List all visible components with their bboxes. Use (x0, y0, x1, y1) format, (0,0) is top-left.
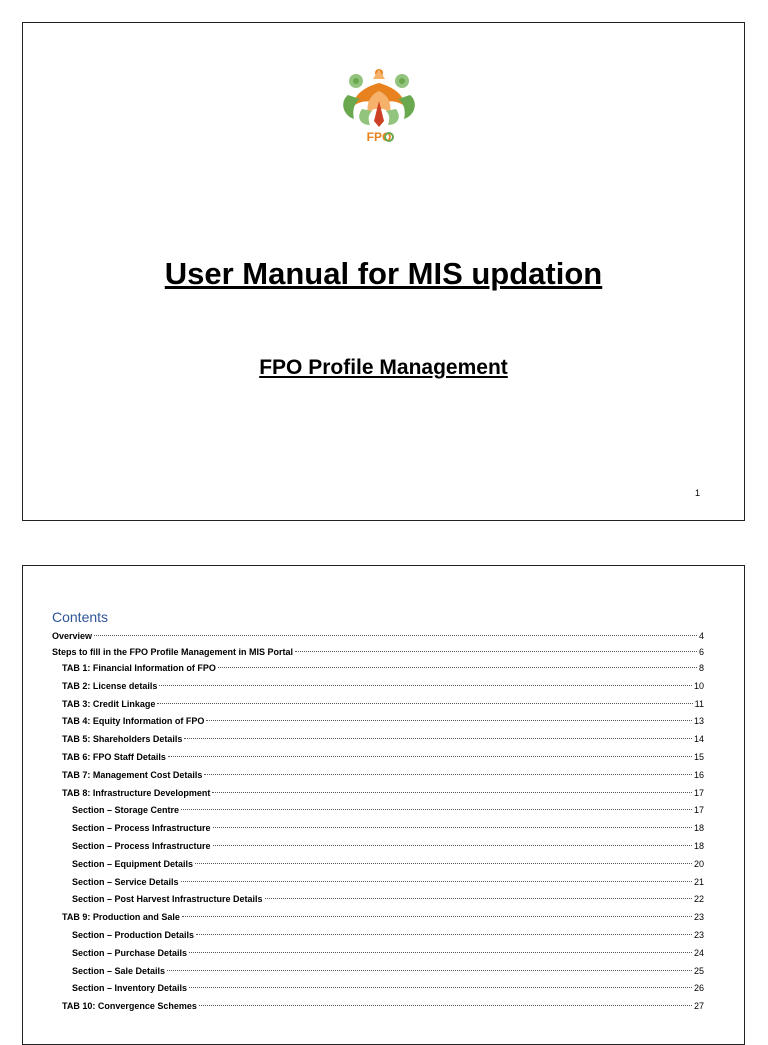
toc-leader-dots (167, 970, 692, 971)
toc-leader-dots (204, 774, 692, 775)
toc-leader-dots (196, 934, 692, 935)
toc-entry[interactable] (52, 644, 704, 660)
toc-leader-dots (157, 703, 692, 704)
logo-text: FPO (366, 130, 392, 144)
toc-entry[interactable] (52, 678, 704, 696)
toc-entry[interactable] (52, 767, 704, 785)
toc-leader-dots (212, 792, 692, 793)
toc-entry-page[interactable]: 14 (693, 734, 704, 745)
toc-entry-page[interactable]: 26 (693, 983, 704, 994)
toc-entry-label[interactable]: Section – Storage Centre (72, 805, 180, 816)
toc-entry-label[interactable]: TAB 9: Production and Sale (62, 912, 180, 923)
toc-entry-page[interactable]: 21 (693, 876, 704, 887)
toc-entry-label[interactable]: Section – Purchase Details (72, 947, 188, 958)
cover-page (22, 22, 745, 521)
toc-entry-page[interactable]: 18 (693, 840, 704, 851)
toc-leader-dots (218, 667, 697, 668)
toc-entry-label[interactable]: Section – Production Details (72, 929, 195, 940)
table-of-contents (52, 628, 704, 1016)
toc-entry-label[interactable]: TAB 8: Infrastructure Development (62, 787, 211, 798)
toc-entry[interactable] (52, 963, 704, 981)
toc-entry-label[interactable]: Overview (52, 631, 93, 641)
document-subtitle: FPO Profile Management (259, 356, 508, 379)
toc-leader-dots (295, 651, 697, 652)
toc-entry-label[interactable]: TAB 4: Equity Information of FPO (62, 716, 205, 727)
toc-leader-dots (159, 685, 692, 686)
toc-entry-label[interactable]: Section – Process Infrastructure (72, 840, 211, 851)
toc-entry-page[interactable]: 13 (693, 716, 704, 727)
toc-entry-page[interactable]: 10 (693, 680, 704, 691)
toc-entry-label[interactable]: TAB 2: License details (62, 680, 158, 691)
contents-heading: Contents (52, 609, 109, 625)
toc-entry[interactable] (52, 909, 704, 927)
toc-leader-dots (168, 756, 692, 757)
toc-entry-label[interactable]: Steps to fill in the FPO Profile Management in MIS Portal (52, 647, 294, 657)
toc-leader-dots (206, 720, 692, 721)
toc-leader-dots (199, 1005, 692, 1006)
toc-leader-dots (184, 738, 692, 739)
toc-entry-label[interactable]: TAB 1: Financial Information of FPO (62, 663, 216, 673)
toc-entry-page[interactable]: 17 (693, 787, 704, 798)
toc-entry[interactable] (52, 838, 704, 856)
fpo-logo (334, 65, 424, 145)
toc-leader-dots (189, 987, 692, 988)
toc-entry-page[interactable]: 8 (698, 663, 704, 673)
toc-leader-dots (182, 916, 692, 917)
toc-entry[interactable] (52, 820, 704, 838)
toc-entry[interactable] (52, 945, 704, 963)
toc-entry-page[interactable]: 23 (693, 912, 704, 923)
toc-entry[interactable] (52, 660, 704, 678)
toc-entry[interactable] (52, 856, 704, 874)
toc-leader-dots (189, 952, 692, 953)
toc-entry-page[interactable]: 17 (693, 805, 704, 816)
toc-entry-label[interactable]: Section – Equipment Details (72, 858, 194, 869)
toc-entry-label[interactable]: Section – Post Harvest Infrastructure Details (72, 894, 263, 905)
toc-entry-label[interactable]: TAB 5: Shareholders Details (62, 734, 183, 745)
toc-entry-page[interactable]: 18 (693, 823, 704, 834)
toc-entry[interactable] (52, 927, 704, 945)
toc-entry[interactable] (52, 891, 704, 909)
toc-leader-dots (213, 827, 692, 828)
toc-entry[interactable] (52, 713, 704, 731)
toc-entry[interactable] (52, 628, 704, 644)
toc-entry-label[interactable]: TAB 3: Credit Linkage (62, 698, 156, 709)
toc-entry-label[interactable]: Section – Inventory Details (72, 983, 188, 994)
toc-leader-dots (213, 845, 692, 846)
toc-entry-label[interactable]: Section – Sale Details (72, 965, 166, 976)
toc-entry-label[interactable]: Section – Service Details (72, 876, 179, 887)
toc-entry[interactable] (52, 696, 704, 714)
toc-entry[interactable] (52, 980, 704, 998)
toc-entry-page[interactable]: 25 (693, 965, 704, 976)
toc-entry-page[interactable]: 23 (693, 929, 704, 940)
toc-leader-dots (265, 898, 692, 899)
document-title: User Manual for MIS updation (164, 256, 603, 291)
toc-entry-page[interactable]: 16 (693, 769, 704, 780)
toc-entry[interactable] (52, 785, 704, 803)
toc-entry-label[interactable]: TAB 10: Convergence Schemes (62, 1001, 197, 1012)
toc-entry-page[interactable]: 27 (693, 1001, 704, 1012)
toc-entry[interactable] (52, 998, 704, 1016)
toc-entry-label[interactable]: Section – Process Infrastructure (72, 823, 211, 834)
toc-entry-page[interactable]: 6 (698, 647, 704, 657)
toc-entry-page[interactable]: 4 (698, 631, 704, 641)
toc-entry[interactable] (52, 749, 704, 767)
toc-entry[interactable] (52, 731, 704, 749)
toc-leader-dots (181, 881, 692, 882)
toc-entry[interactable] (52, 874, 704, 892)
contents-page (22, 565, 745, 1045)
toc-leader-dots (181, 809, 692, 810)
toc-leader-dots (94, 635, 697, 636)
toc-entry-page[interactable]: 24 (693, 947, 704, 958)
toc-leader-dots (195, 863, 692, 864)
toc-entry-page[interactable]: 15 (693, 751, 704, 762)
toc-entry-page[interactable]: 11 (694, 698, 704, 709)
page-number: 1 (694, 488, 700, 498)
toc-entry-label[interactable]: TAB 6: FPO Staff Details (62, 751, 166, 762)
toc-entry[interactable] (52, 802, 704, 820)
toc-entry-label[interactable]: TAB 7: Management Cost Details (62, 769, 203, 780)
toc-entry-page[interactable]: 22 (693, 894, 704, 905)
toc-entry-page[interactable]: 20 (693, 858, 704, 869)
